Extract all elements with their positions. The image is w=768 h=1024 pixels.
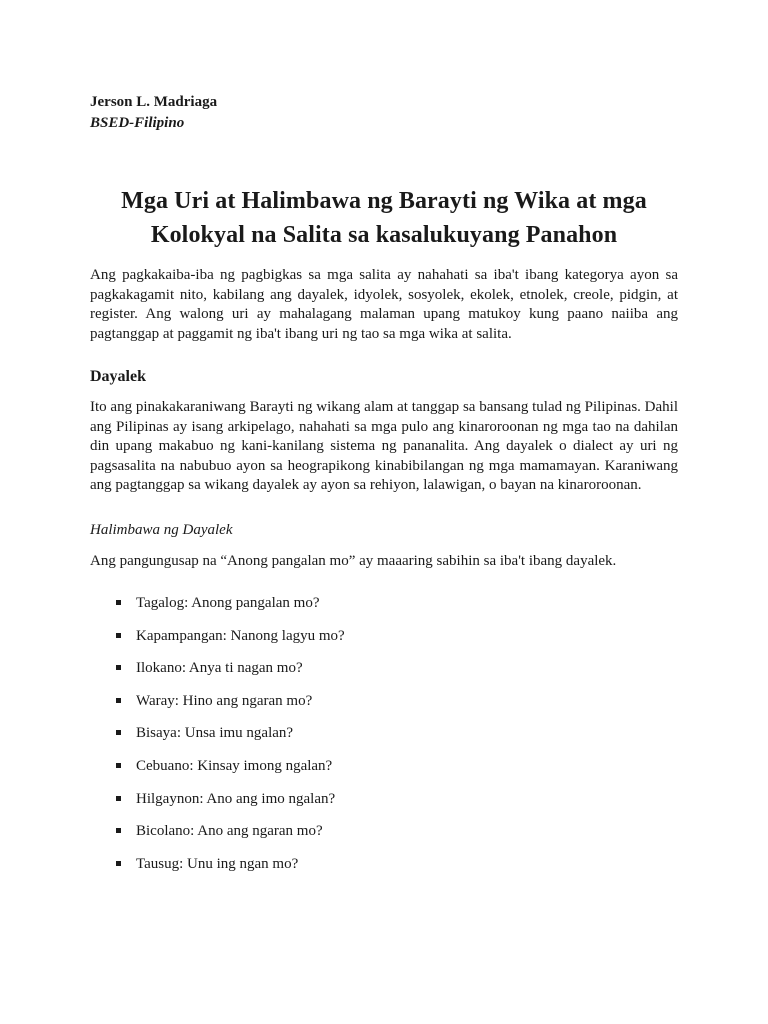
list-item-text: Tausug: Unu ing ngan mo? [136,855,299,872]
list-item [116,855,678,874]
list-item-text: Waray: Hino ang ngaran mo? [136,692,313,709]
section-heading-dayalek: Dayalek [90,368,146,385]
examples-subheading: Halimbawa ng Dayalek [90,521,233,538]
list-item [116,692,678,711]
list-item [116,822,678,841]
intro-paragraph: Ang pagkakaiba-iba ng pagbigkas sa mga salita ay nahahati sa iba't ibang kategorya ayon sa pagkakagamit nito, kabilang ang dayalek, idyolek, sosyolek, ekolek, etnolek, creole, pidgin, at register. Ang walong uri ay mahalagang malaman upang matukoy kung paano naiiba ang pagtanggap at paggamit ng iba't ibang uri ng tao sa mga wika at salita. [90,267,678,342]
square-bullet-icon [116,633,121,638]
dayalek-paragraph: Ito ang pinakakaraniwang Barayti ng wikang alam at tanggap sa bansang tulad ng Pilipinas. Dahil ang Pilipinas ay isang arkipelago, nahahati sa mga pulo ang kinaroroonan ng mga tao na dahilan din upang makabuo ng kani-kanilang sistema ng pananalita. Ang dayalek o dialect ay uri ng pagsasalita na nabubuo ayon sa heograpikong kinabibilangan ng mga mamamayan. Karaniwang ang pagtanggap sa wikang dayalek ay ayon sa rehiyon, lalawigan, o bayan na kinaroroonan. [90,399,678,493]
square-bullet-icon [116,828,121,833]
list-item-text: Cebuano: Kinsay imong ngalan? [136,757,333,774]
list-item-text: Hilgaynon: Ano ang imo ngalan? [136,790,336,807]
author-block [90,92,678,134]
list-item [116,790,678,809]
list-item-text: Bisaya: Unsa imu ngalan? [136,725,294,742]
square-bullet-icon [116,698,121,703]
square-bullet-icon [116,600,121,605]
title-line-2: Kolokyal na Salita sa kasalukuyang Panahon [150,222,618,248]
examples-intro: Ang pangungusap na “Anong pangalan mo” ay maaaring sabihin sa iba't ibang dayalek. [90,552,617,569]
list-item-text: Ilokano: Anya ti nagan mo? [136,660,303,677]
square-bullet-icon [116,730,121,735]
list-item [116,627,678,646]
list-item [116,724,678,743]
title-line-1: Mga Uri at Halimbawa ng Barayti ng Wika at mga [121,188,647,214]
document-page [90,92,678,887]
author-name: Jerson L. Madriaga [90,94,218,110]
square-bullet-icon [116,796,121,801]
list-item-text: Kapampangan: Nanong lagyu mo? [136,627,345,644]
square-bullet-icon [116,665,121,670]
list-item-text: Bicolano: Ano ang ngaran mo? [136,823,323,840]
list-item [116,659,678,678]
square-bullet-icon [116,861,121,866]
square-bullet-icon [116,763,121,768]
list-item [116,757,678,776]
document-title [90,184,678,252]
author-course: BSED-Filipino [90,115,185,131]
list-item-text: Tagalog: Anong pangalan mo? [136,595,320,611]
list-item [116,594,678,613]
dialect-examples-list [90,594,678,874]
